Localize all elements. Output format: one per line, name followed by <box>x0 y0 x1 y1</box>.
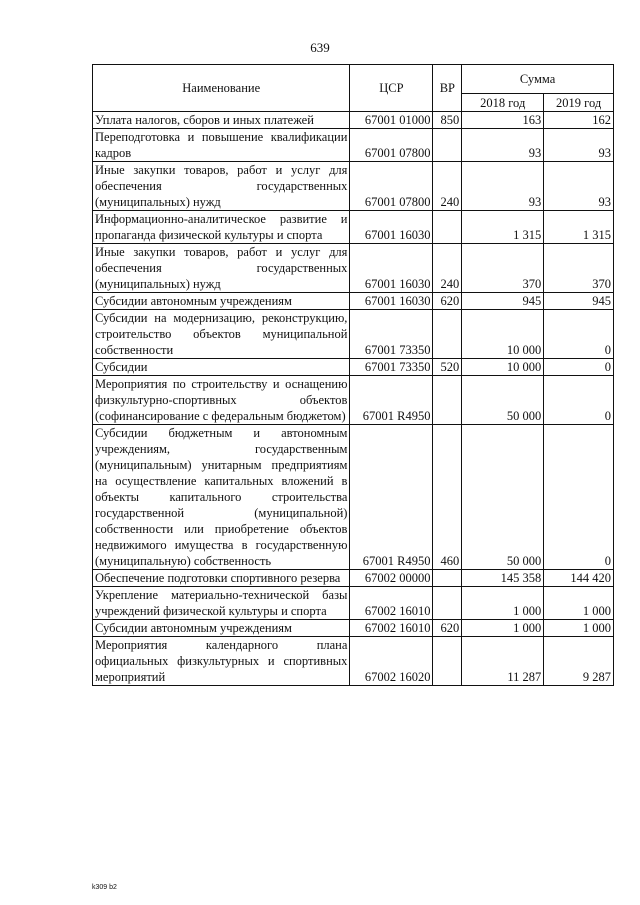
row-csr: 67001 01000 <box>350 112 433 129</box>
row-vr: 520 <box>433 359 462 376</box>
row-csr: 67001 07800 <box>350 129 433 162</box>
row-name: Субсидии на модернизацию, реконструкцию, строительство объектов муниципальной собственности <box>93 310 350 359</box>
table-row <box>93 376 614 425</box>
row-csr: 67002 16020 <box>350 637 433 686</box>
row-sum-2018: 10 000 <box>462 310 544 359</box>
row-name: Уплата налогов, сборов и иных платежей <box>93 112 350 129</box>
header-sum: Сумма <box>462 65 614 94</box>
table-row <box>93 310 614 359</box>
row-sum-2018: 10 000 <box>462 359 544 376</box>
footer-code: k309 b2 <box>92 884 117 891</box>
row-sum-2018: 1 315 <box>462 211 544 244</box>
table-row <box>93 637 614 686</box>
row-sum-2019: 370 <box>544 244 614 293</box>
row-sum-2019: 93 <box>544 129 614 162</box>
row-csr: 67001 73350 <box>350 359 433 376</box>
row-name: Укрепление материально-технической базы учреждений физической культуры и спорта <box>93 587 350 620</box>
row-sum-2019: 945 <box>544 293 614 310</box>
row-name: Обеспечение подготовки спортивного резерва <box>93 570 350 587</box>
header-year-2018: 2018 год <box>462 94 544 112</box>
row-vr <box>433 129 462 162</box>
row-vr: 620 <box>433 293 462 310</box>
row-vr <box>433 310 462 359</box>
row-sum-2018: 50 000 <box>462 425 544 570</box>
table-row <box>93 293 614 310</box>
row-sum-2019: 0 <box>544 376 614 425</box>
table-row <box>93 570 614 587</box>
row-csr: 67002 16010 <box>350 587 433 620</box>
row-sum-2019: 0 <box>544 310 614 359</box>
table-row <box>93 587 614 620</box>
row-name: Иные закупки товаров, работ и услуг для обеспечения государственных (муниципальных) нужд <box>93 244 350 293</box>
table-row <box>93 162 614 211</box>
table-row <box>93 359 614 376</box>
row-sum-2018: 370 <box>462 244 544 293</box>
row-name: Мероприятия календарного плана официальных физкультурных и спортивных мероприятий <box>93 637 350 686</box>
row-sum-2019: 1 000 <box>544 620 614 637</box>
row-sum-2019: 9 287 <box>544 637 614 686</box>
row-csr: 67001 R4950 <box>350 376 433 425</box>
row-name: Иные закупки товаров, работ и услуг для обеспечения государственных (муниципальных) нужд <box>93 162 350 211</box>
row-csr: 67001 73350 <box>350 310 433 359</box>
table-row <box>93 244 614 293</box>
row-sum-2018: 93 <box>462 162 544 211</box>
row-sum-2019: 1 000 <box>544 587 614 620</box>
row-vr <box>433 211 462 244</box>
row-name: Субсидии автономным учреждениям <box>93 620 350 637</box>
row-vr: 460 <box>433 425 462 570</box>
row-vr <box>433 376 462 425</box>
row-vr: 620 <box>433 620 462 637</box>
header-vr: ВР <box>433 65 462 112</box>
row-csr: 67001 16030 <box>350 211 433 244</box>
row-name: Субсидии <box>93 359 350 376</box>
row-name: Мероприятия по строительству и оснащению физкультурно-спортивных объектов (софинансирование с федеральным бюджетом) <box>93 376 350 425</box>
table-row <box>93 620 614 637</box>
row-csr: 67001 16030 <box>350 293 433 310</box>
row-sum-2018: 50 000 <box>462 376 544 425</box>
row-sum-2018: 163 <box>462 112 544 129</box>
row-vr <box>433 570 462 587</box>
table-row <box>93 425 614 570</box>
row-sum-2018: 93 <box>462 129 544 162</box>
row-sum-2019: 0 <box>544 425 614 570</box>
row-vr: 850 <box>433 112 462 129</box>
table-row <box>93 112 614 129</box>
row-csr: 67001 16030 <box>350 244 433 293</box>
page-number: 639 <box>310 40 330 55</box>
row-name: Субсидии автономным учреждениям <box>93 293 350 310</box>
row-sum-2018: 145 358 <box>462 570 544 587</box>
row-csr: 67002 16010 <box>350 620 433 637</box>
row-sum-2019: 0 <box>544 359 614 376</box>
header-year-2019: 2019 год <box>544 94 614 112</box>
table-row <box>93 211 614 244</box>
row-vr <box>433 587 462 620</box>
row-csr: 67001 R4950 <box>350 425 433 570</box>
row-sum-2018: 1 000 <box>462 620 544 637</box>
row-sum-2018: 1 000 <box>462 587 544 620</box>
row-sum-2019: 144 420 <box>544 570 614 587</box>
row-sum-2019: 1 315 <box>544 211 614 244</box>
row-name: Переподготовка и повышение квалификации кадров <box>93 129 350 162</box>
header-csr: ЦСР <box>350 65 433 112</box>
table-row <box>93 129 614 162</box>
row-csr: 67002 00000 <box>350 570 433 587</box>
row-sum-2018: 945 <box>462 293 544 310</box>
row-name: Информационно-аналитическое развитие и пропаганда физической культуры и спорта <box>93 211 350 244</box>
row-sum-2019: 162 <box>544 112 614 129</box>
row-name: Субсидии бюджетным и автономным учреждениям, государственным (муниципальным) унитарным предприятиям на осуществление капитальных вложений в объекты капитального строительства государственной (муниципальной) собственности или приобретение объектов недвижимого имущества в государственную (муниципальную) собственность <box>93 425 350 570</box>
table-body <box>93 112 614 686</box>
budget-table <box>92 64 614 686</box>
row-csr: 67001 07800 <box>350 162 433 211</box>
row-sum-2019: 93 <box>544 162 614 211</box>
table-header <box>93 65 614 112</box>
header-name: Наименование <box>93 65 350 112</box>
row-sum-2018: 11 287 <box>462 637 544 686</box>
row-vr <box>433 637 462 686</box>
row-vr: 240 <box>433 244 462 293</box>
row-vr: 240 <box>433 162 462 211</box>
